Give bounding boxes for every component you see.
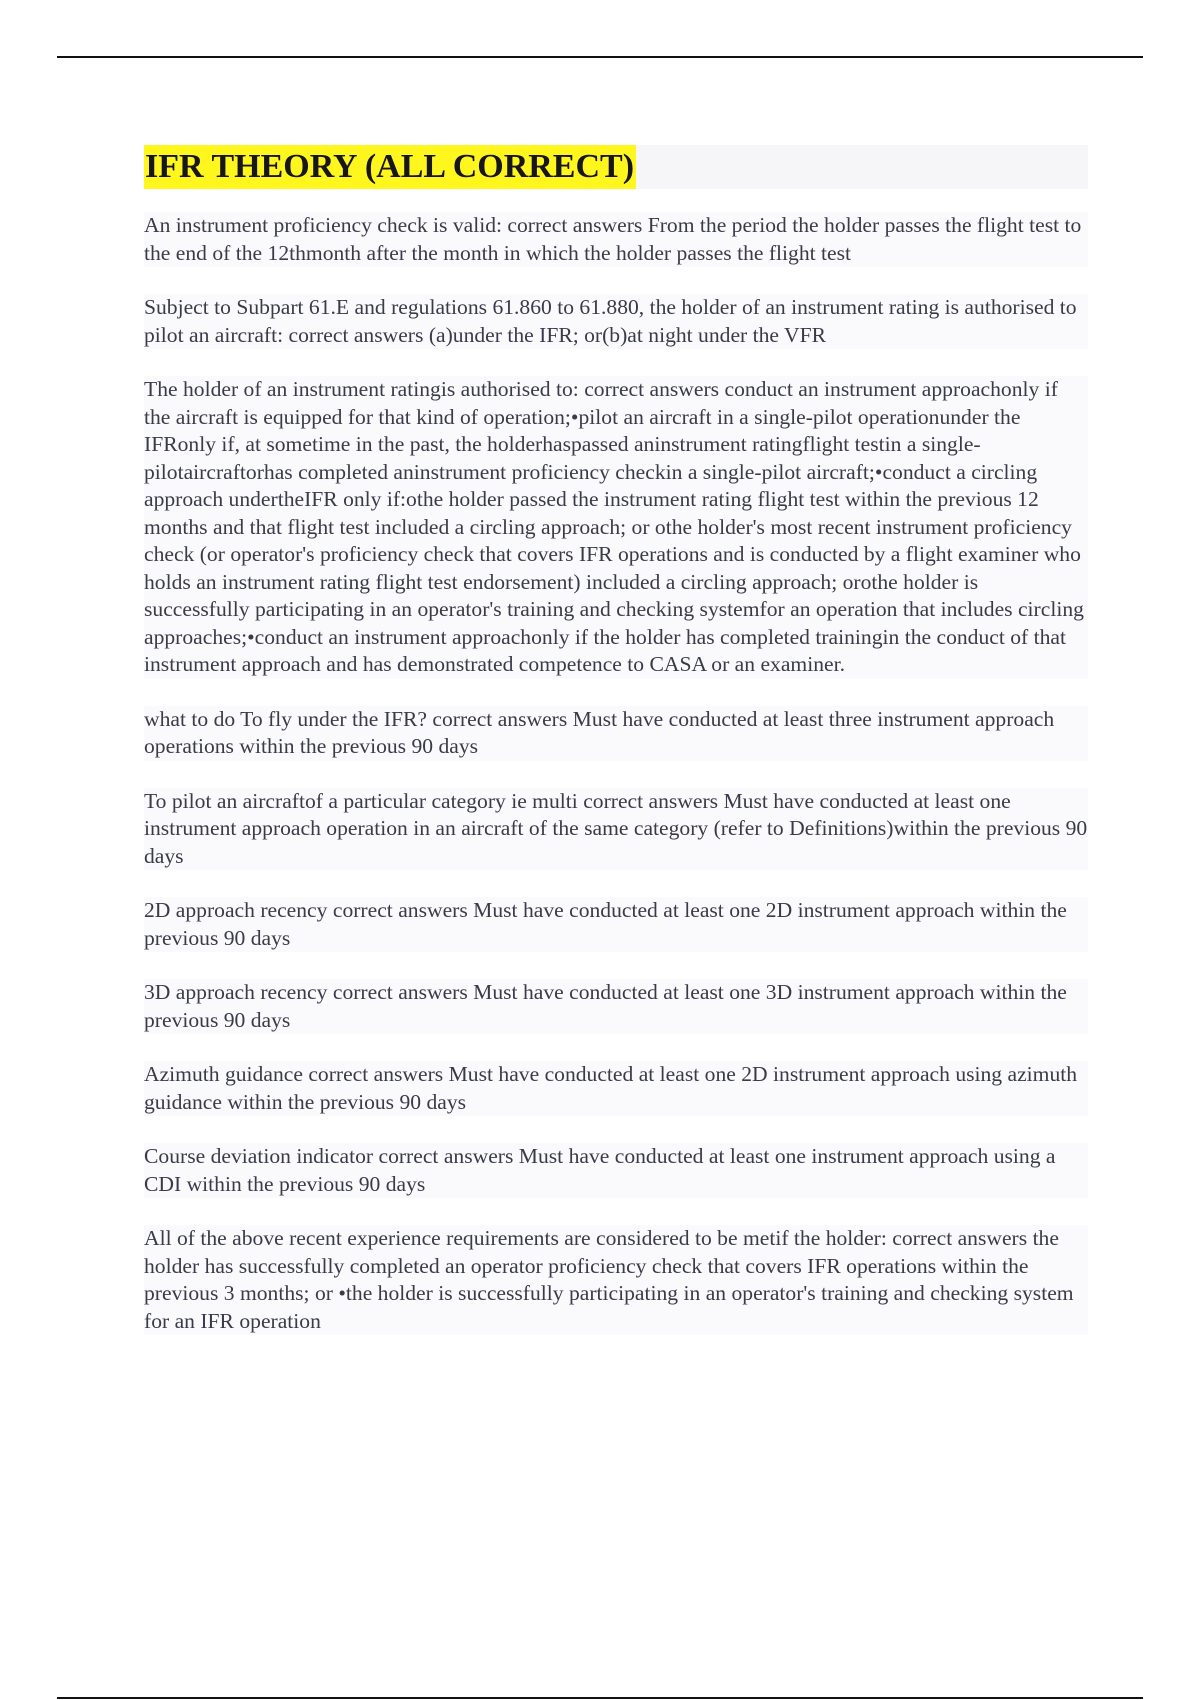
qa-answer: Must have conducted at least one instrument approach using a CDI within the previous 90 days (144, 1144, 1056, 1196)
qa-marker: correct answers (288, 322, 424, 347)
document-body (144, 145, 1088, 1362)
qa-item-4 (144, 706, 1088, 761)
qa-item-6 (144, 897, 1088, 952)
qa-answer: From the period the holder passes the flight test to the end of the 12thmonth after the month in which the holder passes the flight test (144, 213, 1082, 265)
qa-marker: correct answers (378, 1144, 514, 1168)
qa-answer: the holder has successfully completed an operator proficiency check that covers IFR operations within the previous 3 months; or •the holder is successfully participating in an operator's training and checking system for an IFR operation (144, 1226, 1074, 1333)
qa-answer: Must have conducted at least one 2D instrument approach using azimuth guidance within the previous 90 days (144, 1062, 1078, 1114)
qa-question: 3D approach recency (144, 980, 328, 1004)
qa-answer: Must have conducted at least one 2D instrument approach within the previous 90 days (144, 898, 1067, 950)
qa-marker: correct answers (584, 377, 720, 401)
qa-question: All of the above recent experience requirements are considered to be metif the holder: (144, 1226, 887, 1250)
qa-question: Subject to Subpart 61.E and regulations 61.860 to 61.880, the holder of an instrument rating is authorised to pilot an aircraft: (144, 295, 1077, 347)
qa-item-5 (144, 788, 1088, 871)
qa-question: To pilot an aircraftof a particular category ie multi (144, 788, 578, 813)
qa-question: Course deviation indicator (144, 1144, 374, 1168)
qa-marker: correct answers (583, 788, 719, 813)
qa-item-8 (144, 1061, 1088, 1116)
qa-item-2 (144, 294, 1088, 349)
title-band (144, 145, 1088, 189)
qa-item-10 (144, 1225, 1088, 1335)
qa-question: Azimuth guidance (144, 1062, 303, 1086)
page-bottom-rule (57, 1697, 1143, 1699)
document-title: IFR THEORY (ALL CORRECT) (144, 145, 636, 189)
qa-question: what to do To fly under the IFR? (144, 706, 427, 731)
qa-marker: correct answers (432, 706, 568, 731)
qa-answer: Must have conducted at least one 3D instrument approach within the previous 90 days (144, 980, 1067, 1032)
qa-item-1 (144, 212, 1088, 267)
qa-answer: conduct an instrument approachonly if the aircraft is equipped for that kind of operation;•pilot an aircraft in a single-pilot operationunder the IFRonly if, at sometime in the past, the holderhaspassed aninstrument ratingflight testin a single-pilotaircraftorhas completed aninstrument proficiency checkin a single-pilot aircraft;•conduct a circling approach undertheIFR only if:othe holder passed the instrument rating flight test within the previous 12 months and that flight test included a circling approach; or othe holder's most recent instrument proficiency check (or operator's proficiency check that covers IFR operations and is conducted by a flight examiner who holds an instrument rating flight test endorsement) included a circling approach; orothe holder is successfully participating in an operator's training and checking systemfor an operation that includes circling approaches;•conduct an instrument approachonly if the holder has completed trainingin the conduct of that instrument approach and has demonstrated competence to CASA or an examiner. (144, 377, 1084, 676)
qa-item-7 (144, 979, 1088, 1034)
qa-marker: correct answers (308, 1062, 444, 1086)
qa-answer: (a)under the IFR; or(b)at night under the VFR (428, 322, 827, 347)
qa-question: The holder of an instrument ratingis authorised to: (144, 377, 579, 401)
qa-question: 2D approach recency (144, 898, 328, 922)
qa-marker: correct answers (332, 980, 468, 1004)
page-top-rule (57, 56, 1143, 58)
qa-item-9 (144, 1143, 1088, 1198)
qa-answer: Must have conducted at least three instrument approach operations within the previous 90 days (144, 706, 1055, 758)
qa-question: An instrument proficiency check is valid: (144, 213, 502, 237)
qa-marker: correct answers (332, 898, 468, 922)
qa-item-3 (144, 376, 1088, 679)
qa-marker: correct answers (507, 213, 643, 237)
qa-answer: Must have conducted at least one instrument approach operation in an aircraft of the same category (refer to Definitions)within the previous 90 days (144, 788, 1088, 868)
qa-marker: correct answers (892, 1226, 1028, 1250)
